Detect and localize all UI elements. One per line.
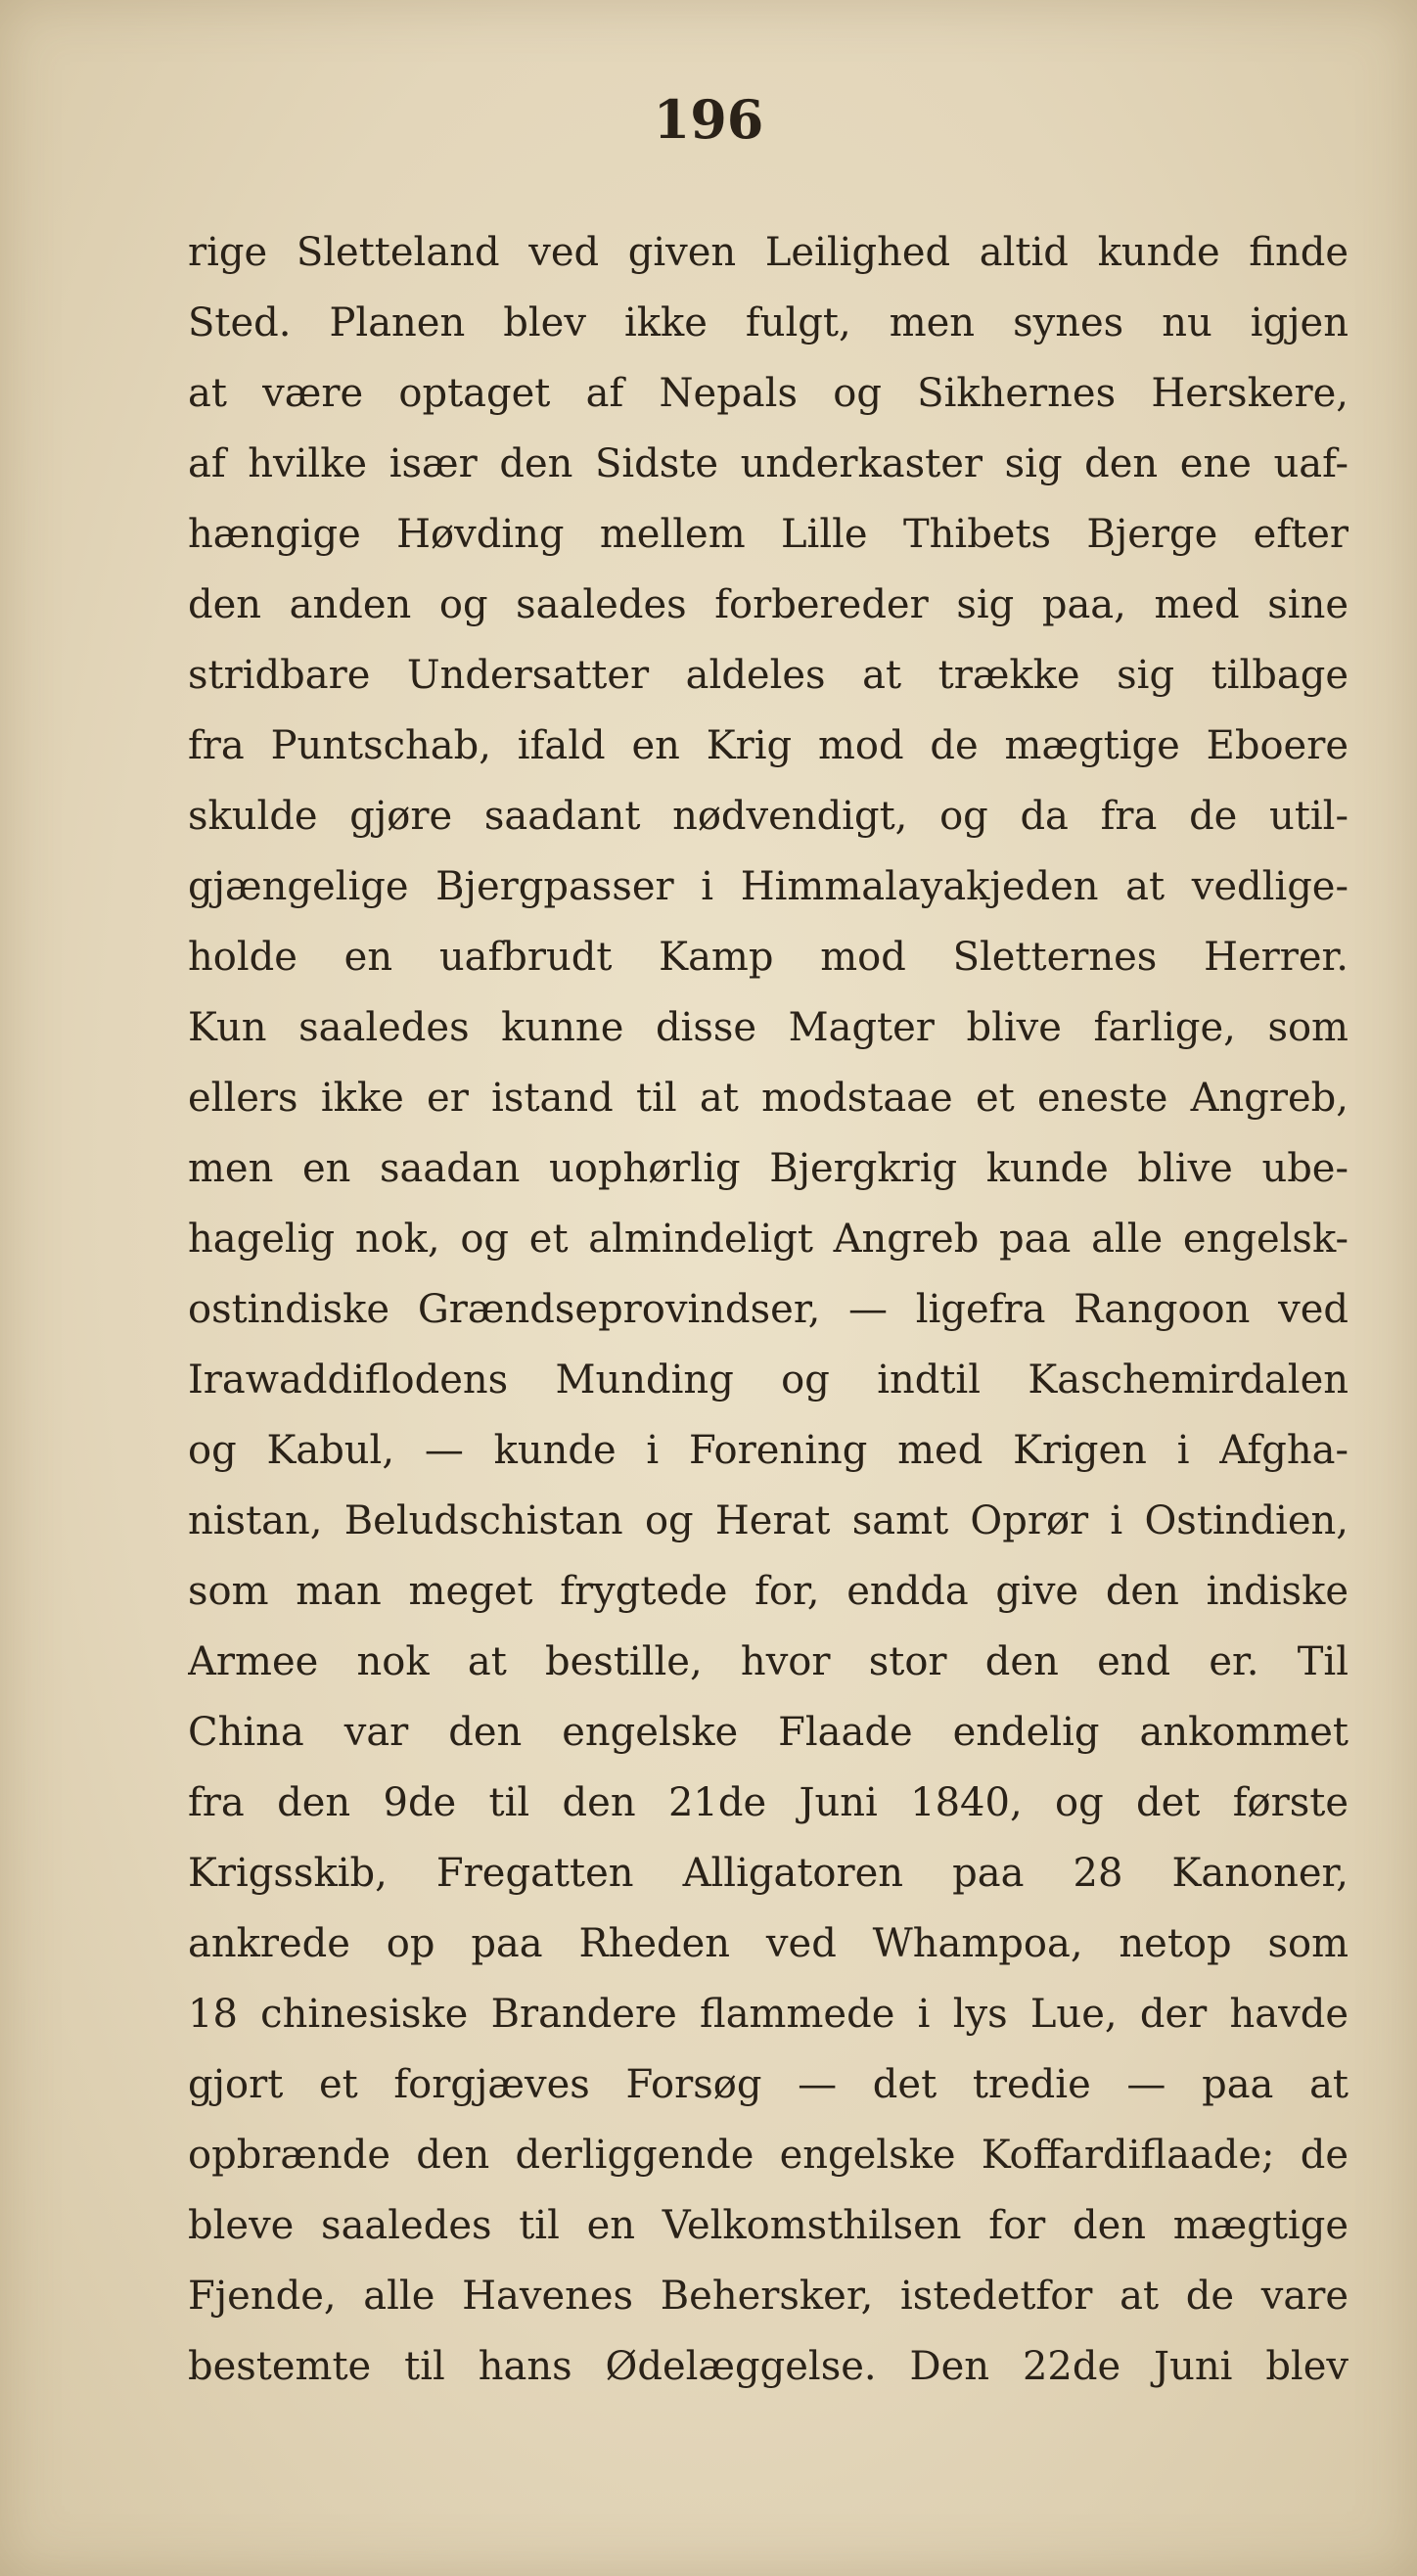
text-line: China var den engelske Flaade endelig ankommet	[188, 1710, 1348, 1755]
text-line: fra Puntschab, ifald en Krig mod de mægtige Eboere	[188, 723, 1348, 768]
text-line: holde en uafbrudt Kamp mod Sletternes Herrer.	[188, 935, 1348, 980]
text-line: fra den 9de til den 21de Juni 1840, og det første	[188, 1780, 1348, 1825]
text-line: hængige Høvding mellem Lille Thibets Bjerge efter	[188, 512, 1348, 557]
text-line: gjort et forgjæves Forsøg — det tredie — paa at	[188, 2062, 1348, 2107]
text-line: af hvilke især den Sidste underkaster sig den ene uaf-	[188, 441, 1348, 486]
text-line: at være optaget af Nepals og Sikhernes Herskere,	[188, 371, 1348, 416]
text-line: Irawaddiflodens Munding og indtil Kaschemirdalen	[188, 1357, 1348, 1403]
text-line: nistan, Beludschistan og Herat samt Oprør i Ostindien,	[188, 1498, 1348, 1543]
text-line: men en saadan uophørlig Bjergkrig kunde blive ube-	[188, 1146, 1348, 1191]
text-line: bleve saaledes til en Velkomsthilsen for den mægtige	[188, 2203, 1348, 2248]
text-line: rige Sletteland ved given Leilighed altid kunde finde	[188, 230, 1348, 275]
text-line: og Kabul, — kunde i Forening med Krigen i Afgha-	[188, 1428, 1348, 1473]
text-line: Krigsskib, Fregatten Alligatoren paa 28 Kanoner,	[188, 1851, 1348, 1896]
body-text	[188, 217, 1348, 2402]
text-line: Fjende, alle Havenes Behersker, istedetfor at de vare	[188, 2274, 1348, 2319]
text-line: Sted. Planen blev ikke fulgt, men synes nu igjen	[188, 300, 1348, 345]
text-line: hagelig nok, og et almindeligt Angreb paa alle engelsk-	[188, 1217, 1348, 1262]
text-line: skulde gjøre saadant nødvendigt, og da fra de util-	[188, 794, 1348, 839]
text-line: Armee nok at bestille, hvor stor den end er. Til	[188, 1639, 1348, 1684]
text-line: stridbare Undersatter aldeles at trække sig tilbage	[188, 653, 1348, 698]
text-line: Kun saaledes kunne disse Magter blive farlige, som	[188, 1005, 1348, 1050]
text-line: bestemte til hans Ødelæggelse. Den 22de Juni blev	[188, 2344, 1348, 2389]
text-line: opbrænde den derliggende engelske Koffardiflaade; de	[188, 2133, 1348, 2178]
page-number: 196	[653, 88, 764, 151]
text-line: ellers ikke er istand til at modstaae et eneste Angreb,	[188, 1076, 1348, 1121]
text-line: 18 chinesiske Brandere flammede i lys Lue, der havde	[188, 1992, 1348, 2037]
text-line: gjængelige Bjergpasser i Himmalayakjeden at vedlige-	[188, 864, 1348, 909]
text-line: den anden og saaledes forbereder sig paa, med sine	[188, 582, 1348, 627]
text-line: ostindiske Grændseprovindser, — ligefra Rangoon ved	[188, 1287, 1348, 1332]
text-line: som man meget frygtede for, endda give den indiske	[188, 1569, 1348, 1614]
text-line: ankrede op paa Rheden ved Whampoa, netop som	[188, 1921, 1348, 1966]
